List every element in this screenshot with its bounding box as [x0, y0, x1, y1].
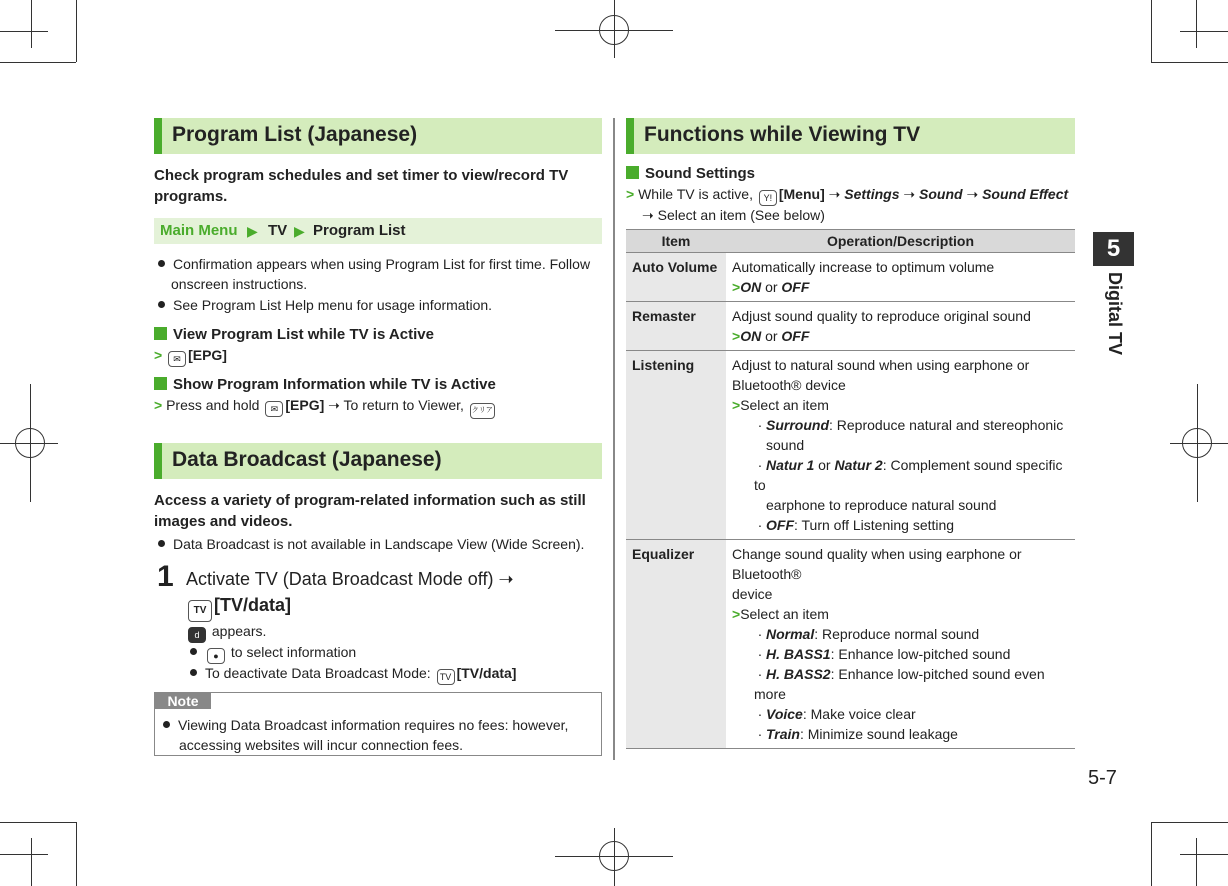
- step-arrow-icon: >: [732, 328, 741, 344]
- section-title: Functions while Viewing TV: [644, 123, 921, 146]
- bullet-icon: [158, 540, 165, 547]
- right-arrow-icon: ➝: [903, 186, 916, 202]
- step-appears: d appears.: [186, 622, 266, 643]
- sound-path: > While TV is active, Y! [Menu] ➝ Settings ➝ Sound ➝ Sound Effect: [626, 185, 1068, 206]
- square-marker-icon: [154, 377, 167, 390]
- step-arrow-icon: >: [626, 186, 635, 202]
- square-marker-icon: [626, 166, 639, 179]
- right-arrow-icon: ➝: [828, 186, 841, 202]
- section-header-functions: [626, 118, 1075, 154]
- page-number: 5-7: [1088, 767, 1117, 789]
- subsection-show-program-info: Show Program Information while TV is Active: [154, 376, 496, 394]
- center-key-icon: ●: [207, 648, 225, 664]
- section-title: Data Broadcast (Japanese): [172, 448, 442, 471]
- table-row: Remaster Adjust sound quality to reproduce original sound >ON or OFF: [626, 302, 1075, 351]
- bullet-icon: [158, 260, 165, 267]
- yahoo-key-icon: Y!: [759, 190, 777, 206]
- clear-key-icon: クリア: [470, 403, 495, 419]
- step-arrow-icon: >: [732, 397, 741, 413]
- mail-key-icon: ✉: [265, 401, 283, 417]
- step-bullet: To deactivate Data Broadcast Mode: TV [TV/data]: [190, 664, 516, 685]
- step-text: Activate TV (Data Broadcast Mode off) ➝: [186, 569, 514, 589]
- note-text: Viewing Data Broadcast information requires no fees: however, accessing websites will incur connection fees.: [163, 715, 599, 755]
- section-header-data-broadcast: [154, 443, 602, 479]
- bullet-icon: [190, 648, 197, 655]
- step-number: 1: [157, 560, 174, 593]
- bullet-continuation: onscreen instructions.: [171, 276, 308, 292]
- program-list-intro: Check program schedules and set timer to view/record TV programs.: [154, 167, 569, 205]
- right-arrow-icon: ➝: [642, 207, 654, 223]
- menu-path-main: Main Menu: [160, 222, 238, 239]
- table-row: Listening Adjust to natural sound when using earphone or Bluetooth® device >Select an item · Surround: Reproduce natural and stereophonic sound · Natur 1 or Natur 2: Complement sound specific to earphone to reproduce natural sound · OFF: Turn off Listening setting: [626, 351, 1075, 540]
- step-key-tv-data: TV [TV/data]: [186, 594, 291, 622]
- note-label: Note: [155, 693, 211, 709]
- menu-path-program-list: Program List: [313, 222, 406, 239]
- step-arrow-icon: >: [154, 397, 163, 413]
- right-arrow-icon: ➝: [328, 397, 340, 413]
- column-divider: [613, 118, 615, 760]
- menu-arrow-icon: ▶: [247, 223, 258, 239]
- section-title: Program List (Japanese): [172, 123, 418, 146]
- step-arrow-icon: >: [732, 606, 741, 622]
- data-broadcast-intro: Access a variety of program-related information such as still images and videos.: [154, 492, 586, 530]
- bullet-item: Confirmation appears when using Program List for first time. Follow: [158, 255, 590, 273]
- step-bullet: ● to select information: [190, 643, 356, 664]
- bullet-item: See Program List Help menu for usage information.: [158, 296, 492, 314]
- bullet-icon: [158, 301, 165, 308]
- section-header-program-list: [154, 118, 602, 154]
- bullet-icon: [190, 669, 197, 676]
- menu-arrow-icon: ▶: [294, 223, 305, 239]
- data-broadcast-indicator-icon: d: [188, 627, 206, 643]
- sound-path-select: ➝ Select an item (See below): [642, 207, 825, 223]
- tv-key-icon: TV: [437, 669, 455, 685]
- menu-path-tv: TV: [268, 222, 288, 239]
- note-box: [154, 692, 602, 756]
- mail-key-icon: ✉: [168, 351, 186, 367]
- step-arrow-icon: >: [732, 279, 741, 295]
- right-arrow-icon: ➝: [966, 186, 979, 202]
- sound-effect-table: [626, 229, 1075, 749]
- subsection-sound-settings: Sound Settings: [626, 165, 755, 183]
- chapter-title: Digital TV: [1105, 272, 1125, 356]
- bullet-item: Data Broadcast is not available in Landscape View (Wide Screen).: [158, 535, 584, 553]
- table-header-desc: Operation/Description: [726, 230, 1075, 253]
- step-show-program-info: > Press and hold ✉ [EPG] ➝ To return to Viewer, クリア: [154, 396, 497, 419]
- square-marker-icon: [154, 327, 167, 340]
- bullet-icon: [163, 721, 170, 728]
- table-row: Equalizer Change sound quality when using earphone or Bluetooth® device >Select an item · Normal: Reproduce normal sound · H. BASS1: Enhance low-pitched sound · H. BASS2: Enhance low-pitched sound even more · Voice: Make voice clear · Train: Minimize sound leakage: [626, 540, 1075, 749]
- right-arrow-icon: ➝: [498, 569, 514, 589]
- subsection-view-program-list: View Program List while TV is Active: [154, 326, 434, 344]
- chapter-number: 5: [1093, 232, 1134, 266]
- step-view-program-list: > ✉ [EPG]: [154, 346, 227, 367]
- step-arrow-icon: >: [154, 347, 163, 363]
- table-header-item: Item: [626, 230, 726, 253]
- tv-key-icon: TV: [188, 600, 212, 622]
- table-row: Auto Volume Automatically increase to optimum volume >ON or OFF: [626, 253, 1075, 302]
- menu-path-bar: [154, 218, 602, 244]
